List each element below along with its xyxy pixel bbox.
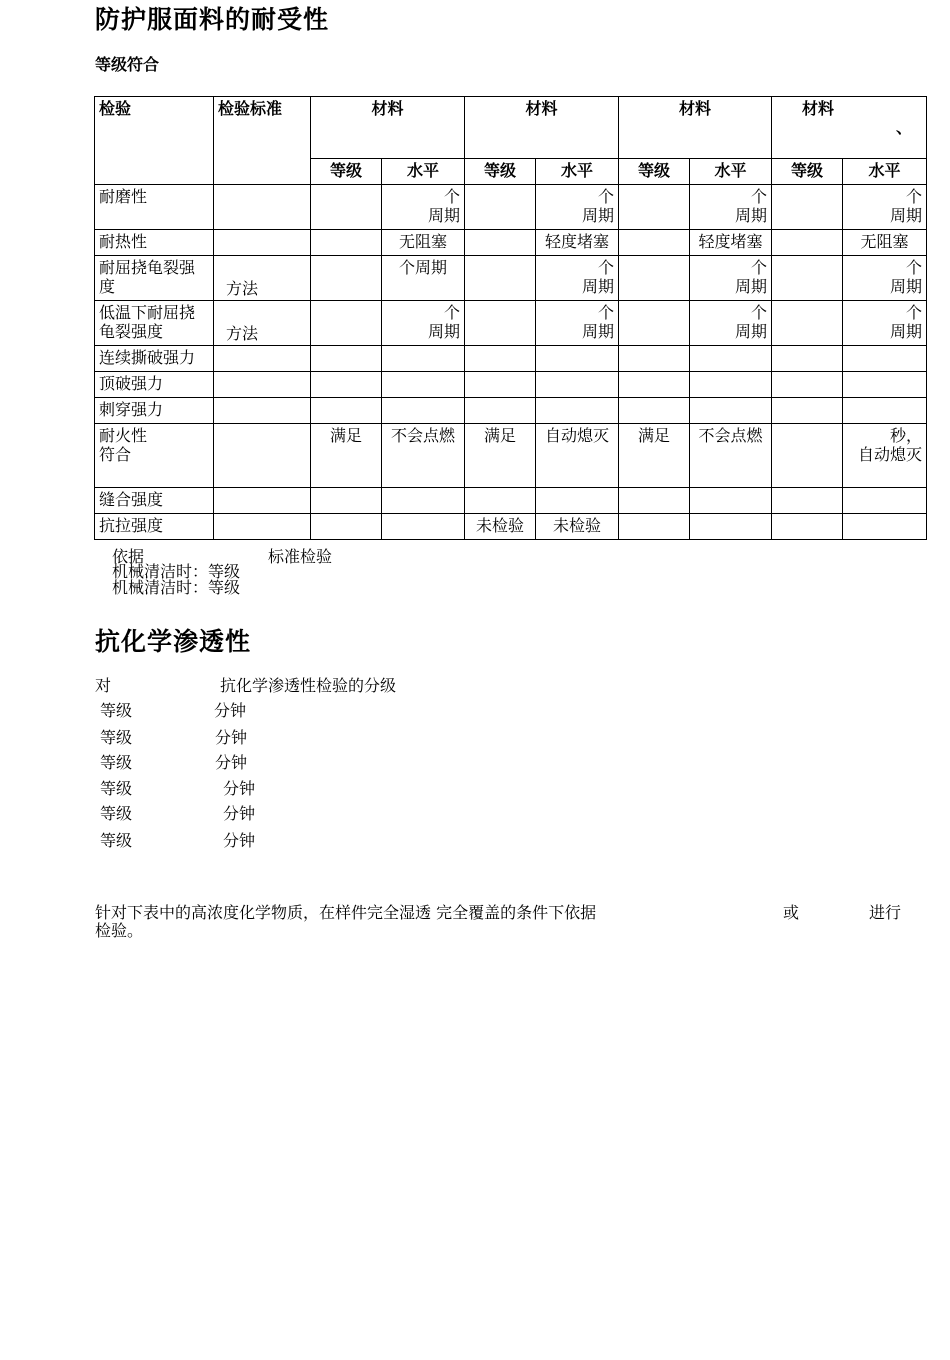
- table-row: [95, 372, 927, 398]
- grade-time: 分钟: [223, 831, 256, 850]
- grade-cell: [772, 372, 843, 398]
- test-name-cell: 抗拉强度: [95, 514, 214, 540]
- level-cell: 不会点燃: [690, 424, 772, 488]
- header-material-2: 材料: [465, 97, 619, 159]
- grade-cell: [311, 230, 382, 256]
- note-mechanical-cleaning-1: 机械清洁时：等级: [112, 562, 241, 581]
- grade-conformity-subtitle: 等级符合: [95, 55, 160, 74]
- note-mechanical-cleaning-2: 机械清洁时：等级: [112, 578, 241, 597]
- level-cell: [536, 398, 619, 424]
- grade-cell: [619, 488, 690, 514]
- level-cell: [382, 514, 465, 540]
- test-name-cell: 缝合强度: [95, 488, 214, 514]
- grade-time: 分钟: [215, 753, 248, 772]
- paragraph-line-1: 针对下表中的高浓度化学物质，在样件完全湿透 完全覆盖的条件下依据: [95, 903, 597, 922]
- table-row: [95, 488, 927, 514]
- level-cell: 个 周期: [536, 185, 619, 230]
- grade-time: 分钟: [223, 804, 256, 823]
- level-cell: [382, 398, 465, 424]
- grade-cell: [465, 256, 536, 301]
- level-cell: 个周期: [382, 256, 465, 301]
- level-cell: 个 周期: [843, 301, 927, 346]
- level-cell: [843, 488, 927, 514]
- level-cell: [536, 346, 619, 372]
- grade-cell: [772, 346, 843, 372]
- level-cell: 个 周期: [382, 185, 465, 230]
- grade-cell: [311, 372, 382, 398]
- level-cell: 个 周期: [843, 256, 927, 301]
- header-material-3: 材料: [619, 97, 772, 159]
- test-standard-cell: [214, 372, 311, 398]
- grade-cell: 满足: [465, 424, 536, 488]
- header-standard: 检验标准: [214, 97, 311, 185]
- grade-cell: [772, 488, 843, 514]
- level-cell: 轻度堵塞: [536, 230, 619, 256]
- grade-label: 等级: [100, 728, 133, 747]
- level-cell: [690, 346, 772, 372]
- grade-cell: [619, 398, 690, 424]
- header-material-4-mark: 、: [896, 118, 913, 137]
- grade-cell: [465, 230, 536, 256]
- grade-cell: [465, 488, 536, 514]
- table-row: [95, 256, 927, 301]
- level-cell: [690, 514, 772, 540]
- intro-left: 对: [95, 676, 112, 695]
- level-cell: 个 周期: [690, 256, 772, 301]
- test-name-cell: 耐火性 符合: [95, 424, 214, 488]
- grade-cell: [465, 372, 536, 398]
- page-title: 防护服面料的耐受性: [95, 5, 330, 34]
- section-title-chemical-permeation: 抗化学渗透性: [95, 627, 252, 656]
- test-standard-cell: [214, 424, 311, 488]
- level-cell: 自动熄灭: [536, 424, 619, 488]
- header-grade: 等级: [619, 159, 690, 185]
- test-name-cell: 低温下耐屈挠 龟裂强度: [95, 301, 214, 346]
- test-standard-cell: [214, 185, 311, 230]
- level-cell: 个 周期: [536, 256, 619, 301]
- intro-right: 抗化学渗透性检验的分级: [220, 676, 397, 695]
- test-name-cell: 刺穿强力: [95, 398, 214, 424]
- header-level: 水平: [382, 159, 465, 185]
- level-cell: [690, 488, 772, 514]
- header-material-4: [772, 97, 927, 159]
- grade-cell: [772, 185, 843, 230]
- note-basis: 依据: [112, 547, 145, 566]
- grade-label: 等级: [100, 701, 133, 720]
- level-cell: 无阻塞: [843, 230, 927, 256]
- grade-cell: 未检验: [465, 514, 536, 540]
- level-cell: [690, 398, 772, 424]
- level-cell: 未检验: [536, 514, 619, 540]
- grade-cell: [311, 256, 382, 301]
- grade-time: 分钟: [223, 779, 256, 798]
- grade-cell: [772, 230, 843, 256]
- level-cell: 个 周期: [690, 185, 772, 230]
- level-cell: 秒， 自动熄灭: [843, 424, 927, 488]
- grade-cell: [619, 372, 690, 398]
- header-material-1: 材料: [311, 97, 465, 159]
- header-material-4-label: 材料: [802, 99, 835, 118]
- table-row: [95, 346, 927, 372]
- level-cell: [690, 372, 772, 398]
- test-standard-cell: [214, 346, 311, 372]
- level-cell: 个 周期: [843, 185, 927, 230]
- level-cell: [382, 346, 465, 372]
- test-standard-cell: [214, 398, 311, 424]
- level-cell: 个 周期: [536, 301, 619, 346]
- test-name-cell: 耐磨性: [95, 185, 214, 230]
- grade-cell: [619, 256, 690, 301]
- grade-label: 等级: [100, 831, 133, 850]
- grade-label: 等级: [100, 804, 133, 823]
- grade-cell: [465, 301, 536, 346]
- grade-cell: [619, 514, 690, 540]
- table-row: [95, 230, 927, 256]
- level-cell: [843, 372, 927, 398]
- level-cell: 轻度堵塞: [690, 230, 772, 256]
- grade-cell: [619, 230, 690, 256]
- table-row: [95, 185, 927, 230]
- grade-cell: [772, 398, 843, 424]
- table-row: [95, 514, 927, 540]
- grade-cell: [311, 514, 382, 540]
- test-name-cell: 耐热性: [95, 230, 214, 256]
- grade-cell: [465, 346, 536, 372]
- grade-cell: 满足: [311, 424, 382, 488]
- test-standard-cell: [214, 230, 311, 256]
- test-name-cell: 耐屈挠龟裂强 度: [95, 256, 214, 301]
- level-cell: [536, 372, 619, 398]
- level-cell: [536, 488, 619, 514]
- level-cell: [843, 398, 927, 424]
- header-test: 检验: [95, 97, 214, 185]
- header-level: 水平: [690, 159, 772, 185]
- grade-cell: 满足: [619, 424, 690, 488]
- grade-cell: [619, 301, 690, 346]
- header-level: 水平: [536, 159, 619, 185]
- grade-cell: [311, 488, 382, 514]
- test-standard-cell: [214, 514, 311, 540]
- level-cell: 个 周期: [690, 301, 772, 346]
- grade-cell: [619, 185, 690, 230]
- grade-cell: [772, 256, 843, 301]
- paragraph-line-2: 检验。: [95, 921, 144, 940]
- level-cell: [382, 372, 465, 398]
- header-grade: 等级: [772, 159, 843, 185]
- level-cell: 个 周期: [382, 301, 465, 346]
- test-name-cell: 顶破强力: [95, 372, 214, 398]
- level-cell: [843, 514, 927, 540]
- header-level: 水平: [843, 159, 927, 185]
- grade-cell: [311, 301, 382, 346]
- grade-cell: [311, 185, 382, 230]
- level-cell: [382, 488, 465, 514]
- header-grade: 等级: [311, 159, 382, 185]
- table-row: [95, 301, 927, 346]
- header-grade: 等级: [465, 159, 536, 185]
- level-cell: 无阻塞: [382, 230, 465, 256]
- grade-time: 分钟: [215, 728, 248, 747]
- table-row: [95, 424, 927, 488]
- grade-label: 等级: [100, 779, 133, 798]
- test-standard-cell: 方法: [214, 256, 311, 301]
- grade-cell: [311, 346, 382, 372]
- resistance-table: [94, 96, 927, 540]
- grade-cell: [772, 424, 843, 488]
- test-standard-cell: 方法: [214, 301, 311, 346]
- grade-cell: [465, 185, 536, 230]
- grade-cell: [772, 514, 843, 540]
- grade-cell: [465, 398, 536, 424]
- note-standard-test: 标准检验: [268, 547, 333, 566]
- test-standard-cell: [214, 488, 311, 514]
- level-cell: [843, 346, 927, 372]
- grade-cell: [619, 346, 690, 372]
- paragraph-proceed: 进行: [869, 903, 902, 922]
- level-cell: 不会点燃: [382, 424, 465, 488]
- table-row: [95, 398, 927, 424]
- grade-time: 分钟: [214, 701, 247, 720]
- paragraph-or: 或: [783, 903, 800, 922]
- grade-cell: [772, 301, 843, 346]
- test-name-cell: 连续撕破强力: [95, 346, 214, 372]
- grade-cell: [311, 398, 382, 424]
- grade-label: 等级: [100, 753, 133, 772]
